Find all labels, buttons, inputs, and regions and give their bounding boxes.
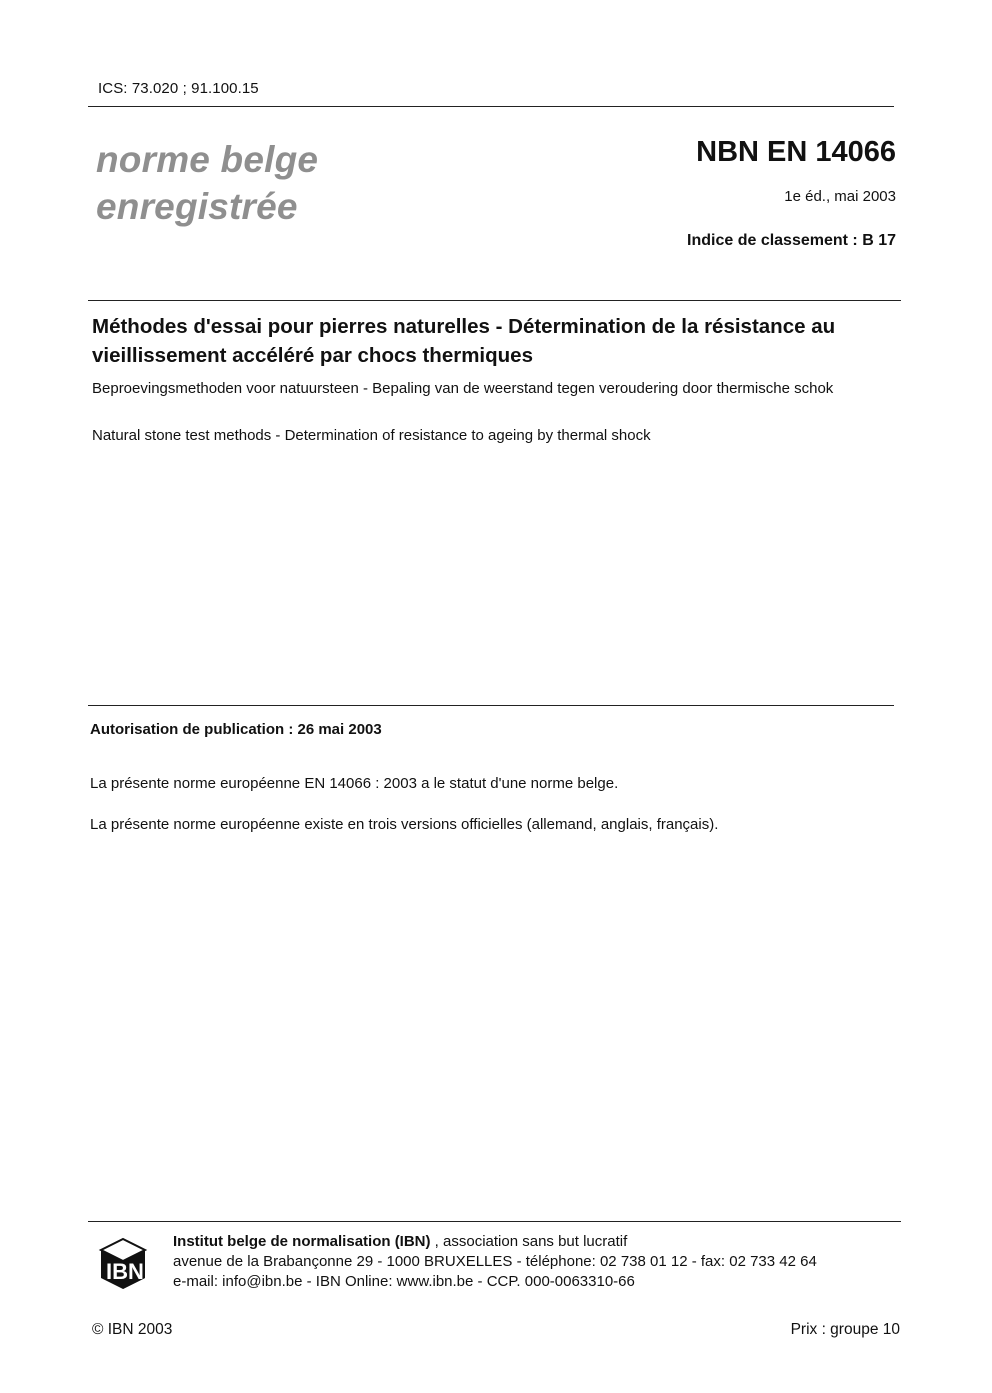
title-dutch: Beproevingsmethoden voor natuursteen - Bepaling van de weerstand tegen veroudering door thermische schok (92, 380, 834, 397)
norme-belge-heading (96, 136, 318, 230)
divider-footer (88, 1221, 901, 1222)
title-english: Natural stone test methods - Determination of resistance to ageing by thermal shock (92, 427, 651, 444)
divider-top (88, 106, 894, 107)
versions-paragraph: La présente norme européenne existe en trois versions officielles (allemand, anglais, français). (90, 816, 719, 833)
title-french: Méthodes d'essai pour pierres naturelles - Détermination de la résistance au vieillissement accéléré par chocs thermiques (92, 315, 836, 367)
institute-suffix: , association sans but lucratif (430, 1233, 628, 1250)
institute-block (173, 1232, 817, 1292)
price-group: Prix : groupe 10 (790, 1321, 900, 1338)
publication-authorization: Autorisation de publication : 26 mai 2003 (90, 721, 382, 738)
status-paragraph: La présente norme européenne EN 14066 : 2003 a le statut d'une norme belge. (90, 775, 619, 792)
institute-address: avenue de la Brabançonne 29 - 1000 BRUXELLES - téléphone: 02 738 01 12 - fax: 02 733 42 64 (173, 1253, 817, 1270)
edition-date: 1e éd., mai 2003 (784, 188, 896, 205)
ibn-logo-icon (98, 1237, 148, 1291)
institute-contact: e-mail: info@ibn.be - IBN Online: www.ibn.be - CCP. 000-0063310-66 (173, 1273, 635, 1290)
logo-lettering: IBN (106, 1259, 144, 1284)
classification-index: Indice de classement : B 17 (687, 232, 896, 249)
standard-code: NBN EN 14066 (696, 136, 896, 168)
institute-line (173, 1232, 817, 1252)
copyright-notice: © IBN 2003 (92, 1321, 173, 1338)
norme-line-1: norme belge (96, 139, 319, 180)
norme-line-2: enregistrée (96, 186, 298, 227)
divider-body (88, 705, 894, 706)
institute-name: Institut belge de normalisation (IBN) (173, 1233, 431, 1250)
divider-title (88, 300, 901, 301)
ics-code: ICS: 73.020 ; 91.100.15 (98, 80, 259, 97)
